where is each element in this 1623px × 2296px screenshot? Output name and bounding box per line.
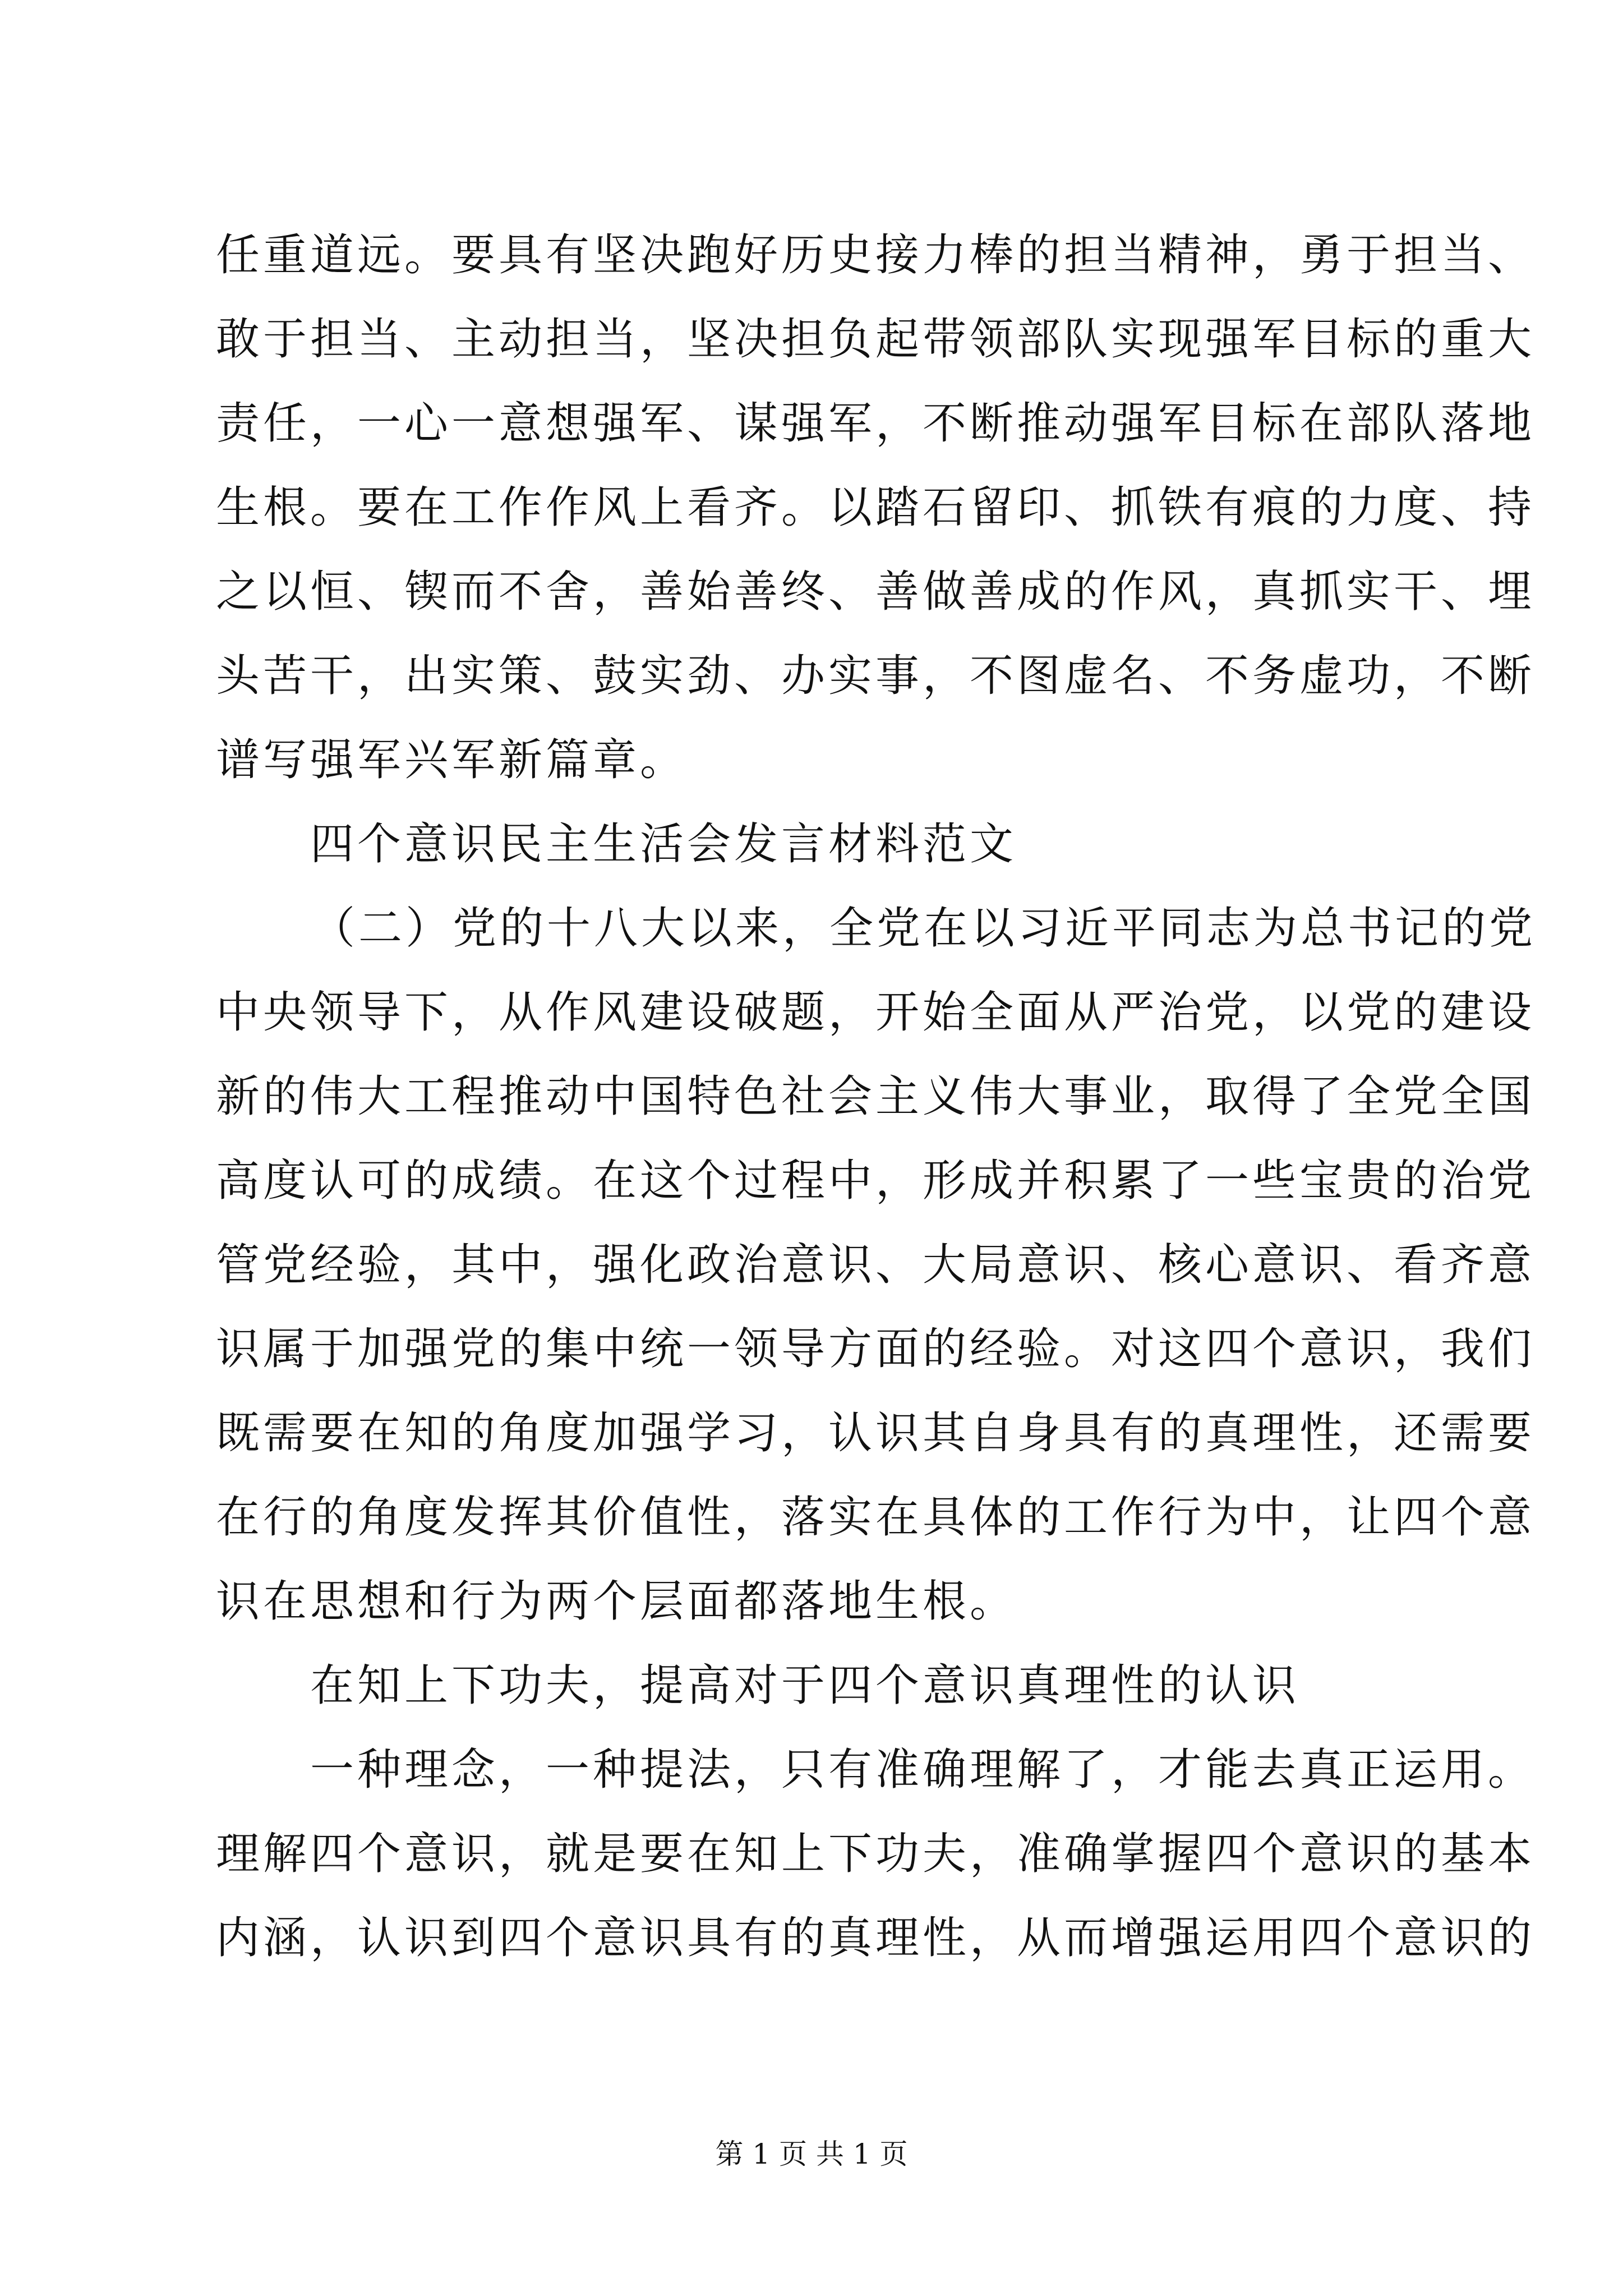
text-line: 管党经验，其中，强化政治意识、大局意识、核心意识、看齐意 bbox=[216, 1240, 1536, 1290]
text-line: 内涵，认识到四个意识具有的真理性，从而增强运用四个意识的 bbox=[216, 1913, 1536, 1963]
heading-text: 在知上下功夫，提高对于四个意识真理性的认识 bbox=[310, 1660, 1300, 1711]
paragraph bbox=[216, 886, 1537, 1644]
text-line: 既需要在知的角度加强学习，认识其自身具有的真理性，还需要 bbox=[216, 1408, 1536, 1458]
section-heading bbox=[216, 1644, 1438, 1728]
text-line: 理解四个意识，就是要在知上下功夫，准确掌握四个意识的基本 bbox=[216, 1829, 1536, 1879]
paragraph bbox=[216, 213, 1536, 802]
paragraph bbox=[216, 1728, 1536, 1980]
document-body bbox=[216, 213, 1537, 1980]
text-line: 识属于加强党的集中统一领导方面的经验。对这四个意识，我们 bbox=[216, 1324, 1536, 1374]
text-line: 一种理念，一种提法，只有准确理解了，才能去真正运用。 bbox=[310, 1745, 1536, 1795]
text-line: 在行的角度发挥其价值性，落实在具体的工作行为中，让四个意 bbox=[216, 1492, 1536, 1543]
page-number-label: 第 1 页 共 1 页 bbox=[715, 2138, 908, 2170]
heading-text: 四个意识民主生活会发言材料范文 bbox=[310, 819, 1017, 869]
text-line: 敢于担当、主动担当，坚决担负起带领部队实现强军目标的重大 bbox=[216, 314, 1536, 365]
text-line: 高度认可的成绩。在这个过程中，形成并积累了一些宝贵的治党 bbox=[216, 1156, 1536, 1206]
text-line: （二）党的十八大以来，全党在以习近平同志为总书记的党 bbox=[311, 903, 1537, 954]
section-heading bbox=[216, 802, 1438, 886]
text-line: 新的伟大工程推动中国特色社会主义伟大事业，取得了全党全国 bbox=[216, 1071, 1536, 1122]
text-line: 责任，一心一意想强军、谋强军，不断推动强军目标在部队落地 bbox=[216, 398, 1536, 449]
text-line: 谱写强军兴军新篇章。 bbox=[216, 735, 688, 785]
text-line: 之以恒、锲而不舍，善始善终、善做善成的作风，真抓实干、埋 bbox=[216, 567, 1536, 617]
text-line: 任重道远。要具有坚决跑好历史接力棒的担当精神，勇于担当、 bbox=[216, 230, 1536, 280]
text-line: 头苦干，出实策、鼓实劲、办实事，不图虚名、不务虚功，不断 bbox=[216, 651, 1536, 701]
text-line: 中央领导下，从作风建设破题，开始全面从严治党，以党的建设 bbox=[216, 987, 1536, 1038]
text-line: 生根。要在工作作风上看齐。以踏石留印、抓铁有痕的力度、持 bbox=[216, 482, 1536, 533]
page-footer bbox=[0, 2137, 1623, 2171]
text-line: 识在思想和行为两个层面都落地生根。 bbox=[216, 1576, 1017, 1627]
